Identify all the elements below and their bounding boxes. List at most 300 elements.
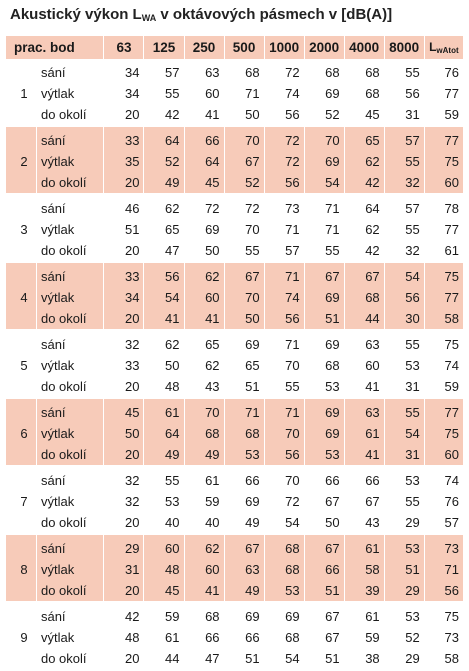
total-value: 74: [424, 355, 463, 376]
band-value: 61: [344, 602, 384, 627]
band-value: 62: [344, 219, 384, 240]
band-value: 29: [384, 512, 424, 534]
band-value: 34: [104, 83, 144, 104]
point-number: [6, 534, 36, 559]
band-value: 53: [304, 444, 344, 466]
band-value: 71: [224, 83, 264, 104]
band-value: 50: [184, 240, 224, 262]
band-value: 53: [224, 444, 264, 466]
point-number: 1: [6, 83, 36, 104]
total-value: 73: [424, 534, 463, 559]
total-value: 71: [424, 559, 463, 580]
band-value: 51: [104, 219, 144, 240]
title-suffix: v oktávových pásmech v [dB(A)]: [156, 6, 393, 23]
total-value: 78: [424, 194, 463, 219]
band-value: 71: [264, 262, 304, 287]
band-value: 52: [224, 172, 264, 194]
header-band: 63: [104, 36, 144, 59]
band-value: 29: [104, 534, 144, 559]
total-value: 76: [424, 491, 463, 512]
band-value: 51: [224, 648, 264, 670]
band-value: 70: [264, 423, 304, 444]
total-value: 74: [424, 466, 463, 491]
band-value: 42: [104, 602, 144, 627]
header-row: [6, 36, 464, 59]
band-value: 35: [104, 151, 144, 172]
band-value: 53: [384, 534, 424, 559]
band-value: 52: [304, 104, 344, 126]
table-row: [6, 126, 464, 151]
row-label: sání: [36, 330, 103, 355]
total-value: 75: [424, 151, 463, 172]
band-value: 20: [104, 512, 144, 534]
band-value: 55: [144, 466, 184, 491]
band-value: 66: [304, 559, 344, 580]
band-value: 55: [384, 330, 424, 355]
band-value: 67: [224, 534, 264, 559]
band-value: 70: [224, 126, 264, 151]
row-label: výtlak: [36, 151, 103, 172]
total-value: 57: [424, 512, 463, 534]
band-value: 44: [344, 308, 384, 330]
row-label: výtlak: [36, 559, 103, 580]
row-label: sání: [36, 59, 103, 83]
point-number: [6, 126, 36, 151]
band-value: 56: [264, 104, 304, 126]
band-value: 56: [264, 308, 304, 330]
band-value: 72: [264, 151, 304, 172]
row-label: výtlak: [36, 355, 103, 376]
band-value: 51: [304, 308, 344, 330]
table-row: [6, 151, 464, 172]
band-value: 69: [184, 219, 224, 240]
band-value: 69: [224, 491, 264, 512]
band-value: 42: [344, 172, 384, 194]
band-value: 32: [384, 172, 424, 194]
band-value: 70: [224, 219, 264, 240]
band-value: 47: [144, 240, 184, 262]
band-value: 41: [344, 444, 384, 466]
table-row: [6, 355, 464, 376]
band-value: 53: [384, 602, 424, 627]
row-label: do okolí: [36, 376, 103, 398]
row-label: do okolí: [36, 444, 103, 466]
band-value: 59: [184, 491, 224, 512]
band-value: 67: [304, 491, 344, 512]
band-value: 60: [184, 83, 224, 104]
band-value: 51: [384, 559, 424, 580]
band-value: 45: [104, 398, 144, 423]
row-label: výtlak: [36, 491, 103, 512]
band-value: 40: [144, 512, 184, 534]
point-number: [6, 308, 36, 330]
band-value: 50: [224, 308, 264, 330]
band-value: 69: [224, 330, 264, 355]
row-label: do okolí: [36, 240, 103, 262]
table-row: [6, 602, 464, 627]
band-value: 31: [384, 444, 424, 466]
band-value: 42: [144, 104, 184, 126]
band-value: 55: [264, 376, 304, 398]
band-value: 55: [304, 240, 344, 262]
row-label: sání: [36, 262, 103, 287]
table-row: [6, 194, 464, 219]
band-value: 55: [224, 240, 264, 262]
band-value: 52: [384, 627, 424, 648]
band-value: 73: [264, 194, 304, 219]
band-value: 68: [184, 423, 224, 444]
total-value: 59: [424, 104, 463, 126]
band-value: 59: [144, 602, 184, 627]
table-row: [6, 512, 464, 534]
header-band: 4000: [344, 36, 384, 59]
band-value: 62: [184, 534, 224, 559]
band-value: 32: [104, 491, 144, 512]
point-number: 7: [6, 491, 36, 512]
point-number: 5: [6, 355, 36, 376]
band-value: 68: [224, 59, 264, 83]
point-number: [6, 648, 36, 670]
band-value: 67: [224, 262, 264, 287]
band-value: 56: [264, 172, 304, 194]
band-value: 68: [264, 559, 304, 580]
band-value: 62: [144, 194, 184, 219]
point-number: 6: [6, 423, 36, 444]
band-value: 68: [304, 355, 344, 376]
row-label: do okolí: [36, 580, 103, 602]
total-value: 60: [424, 172, 463, 194]
band-value: 41: [144, 308, 184, 330]
band-value: 67: [304, 262, 344, 287]
point-number: [6, 240, 36, 262]
band-value: 60: [144, 534, 184, 559]
band-value: 33: [104, 355, 144, 376]
table-row: [6, 423, 464, 444]
total-value: 60: [424, 444, 463, 466]
total-value: 77: [424, 83, 463, 104]
band-value: 70: [224, 287, 264, 308]
band-value: 20: [104, 172, 144, 194]
point-number: 8: [6, 559, 36, 580]
band-value: 69: [224, 602, 264, 627]
row-label: sání: [36, 194, 103, 219]
band-value: 61: [144, 398, 184, 423]
header-band: 250: [184, 36, 224, 59]
total-value: 58: [424, 308, 463, 330]
table-row: [6, 219, 464, 240]
band-value: 53: [304, 376, 344, 398]
band-value: 56: [384, 83, 424, 104]
band-value: 32: [104, 466, 144, 491]
band-value: 45: [144, 580, 184, 602]
band-value: 20: [104, 308, 144, 330]
band-value: 57: [384, 126, 424, 151]
band-value: 71: [224, 398, 264, 423]
table-row: [6, 398, 464, 423]
band-value: 42: [344, 240, 384, 262]
band-value: 71: [264, 219, 304, 240]
row-label: sání: [36, 534, 103, 559]
band-value: 71: [304, 219, 344, 240]
band-value: 20: [104, 648, 144, 670]
total-value: 77: [424, 126, 463, 151]
band-value: 20: [104, 240, 144, 262]
band-value: 69: [304, 423, 344, 444]
band-value: 67: [304, 627, 344, 648]
band-value: 56: [144, 262, 184, 287]
table-row: [6, 466, 464, 491]
row-label: sání: [36, 126, 103, 151]
table-row: [6, 59, 464, 83]
band-value: 33: [104, 262, 144, 287]
band-value: 41: [184, 308, 224, 330]
band-value: 49: [224, 512, 264, 534]
band-value: 39: [344, 580, 384, 602]
band-value: 31: [384, 104, 424, 126]
total-value: 76: [424, 59, 463, 83]
band-value: 61: [344, 423, 384, 444]
band-value: 68: [184, 602, 224, 627]
band-value: 50: [144, 355, 184, 376]
table-row: [6, 648, 464, 670]
band-value: 69: [304, 398, 344, 423]
band-value: 63: [184, 59, 224, 83]
band-value: 62: [184, 355, 224, 376]
table-row: [6, 491, 464, 512]
band-value: 72: [264, 59, 304, 83]
total-value: 75: [424, 262, 463, 287]
band-value: 63: [224, 559, 264, 580]
row-label: sání: [36, 602, 103, 627]
band-value: 60: [184, 559, 224, 580]
band-value: 49: [144, 444, 184, 466]
total-value: 75: [424, 602, 463, 627]
band-value: 40: [184, 512, 224, 534]
band-value: 70: [304, 126, 344, 151]
band-value: 72: [224, 194, 264, 219]
band-value: 20: [104, 104, 144, 126]
band-value: 20: [104, 580, 144, 602]
header-band: 500: [224, 36, 264, 59]
band-value: 56: [384, 287, 424, 308]
band-value: 46: [104, 194, 144, 219]
table-row: [6, 83, 464, 104]
band-value: 54: [144, 287, 184, 308]
header-band: 8000: [384, 36, 424, 59]
point-number: [6, 194, 36, 219]
table-row: [6, 104, 464, 126]
band-value: 63: [344, 398, 384, 423]
band-value: 67: [304, 602, 344, 627]
row-label: do okolí: [36, 512, 103, 534]
band-value: 68: [344, 287, 384, 308]
band-value: 66: [224, 466, 264, 491]
band-value: 68: [344, 59, 384, 83]
band-value: 45: [344, 104, 384, 126]
band-value: 48: [104, 627, 144, 648]
band-value: 55: [144, 83, 184, 104]
band-value: 69: [264, 602, 304, 627]
band-value: 41: [344, 376, 384, 398]
band-value: 53: [384, 466, 424, 491]
band-value: 74: [264, 287, 304, 308]
band-value: 55: [384, 219, 424, 240]
total-value: 77: [424, 287, 463, 308]
header-band: 1000: [264, 36, 304, 59]
band-value: 69: [304, 83, 344, 104]
header-band: 2000: [304, 36, 344, 59]
total-value: 59: [424, 376, 463, 398]
title-subscript: WA: [141, 13, 157, 23]
point-number: [6, 580, 36, 602]
band-value: 69: [304, 287, 344, 308]
point-number: 3: [6, 219, 36, 240]
point-number: [6, 602, 36, 627]
band-value: 41: [184, 580, 224, 602]
total-value: 61: [424, 240, 463, 262]
table-row: [6, 330, 464, 355]
band-value: 31: [384, 376, 424, 398]
row-label: sání: [36, 466, 103, 491]
band-value: 61: [344, 534, 384, 559]
band-value: 65: [184, 330, 224, 355]
band-value: 54: [384, 262, 424, 287]
band-value: 29: [384, 648, 424, 670]
table-row: [6, 262, 464, 287]
band-value: 61: [144, 627, 184, 648]
point-number: 2: [6, 151, 36, 172]
row-label: výtlak: [36, 423, 103, 444]
row-label: sání: [36, 398, 103, 423]
band-value: 51: [304, 580, 344, 602]
band-value: 34: [104, 287, 144, 308]
band-value: 65: [144, 219, 184, 240]
row-label: výtlak: [36, 83, 103, 104]
band-value: 58: [344, 559, 384, 580]
band-value: 63: [344, 330, 384, 355]
table-row: [6, 308, 464, 330]
band-value: 34: [104, 59, 144, 83]
band-value: 54: [264, 512, 304, 534]
band-value: 62: [184, 262, 224, 287]
band-value: 45: [184, 172, 224, 194]
table-row: [6, 172, 464, 194]
band-value: 60: [184, 287, 224, 308]
band-value: 59: [344, 627, 384, 648]
band-value: 50: [224, 104, 264, 126]
row-label: do okolí: [36, 104, 103, 126]
header-band: 125: [144, 36, 184, 59]
table-row: [6, 627, 464, 648]
band-value: 55: [384, 59, 424, 83]
band-value: 60: [344, 355, 384, 376]
band-value: 38: [344, 648, 384, 670]
acoustic-power-table: [6, 36, 464, 671]
total-value: 77: [424, 398, 463, 423]
band-value: 67: [304, 534, 344, 559]
band-value: 72: [264, 491, 304, 512]
band-value: 64: [144, 423, 184, 444]
band-value: 66: [224, 627, 264, 648]
band-value: 29: [384, 580, 424, 602]
band-value: 68: [344, 83, 384, 104]
band-value: 51: [224, 376, 264, 398]
band-value: 50: [304, 512, 344, 534]
point-number: [6, 104, 36, 126]
band-value: 67: [224, 151, 264, 172]
table-row: [6, 240, 464, 262]
band-value: 61: [184, 466, 224, 491]
table-body: [6, 59, 464, 670]
band-value: 48: [144, 376, 184, 398]
point-number: [6, 59, 36, 83]
band-value: 33: [104, 126, 144, 151]
band-value: 32: [384, 240, 424, 262]
band-value: 55: [384, 398, 424, 423]
band-value: 41: [184, 104, 224, 126]
row-label: výtlak: [36, 219, 103, 240]
row-label: výtlak: [36, 287, 103, 308]
band-value: 57: [384, 194, 424, 219]
band-value: 53: [384, 355, 424, 376]
band-value: 20: [104, 444, 144, 466]
band-value: 47: [184, 648, 224, 670]
band-value: 64: [144, 126, 184, 151]
band-value: 62: [344, 151, 384, 172]
table-row: [6, 580, 464, 602]
table-row: [6, 534, 464, 559]
band-value: 64: [184, 151, 224, 172]
band-value: 57: [144, 59, 184, 83]
band-value: 68: [264, 627, 304, 648]
band-value: 20: [104, 376, 144, 398]
band-value: 44: [144, 648, 184, 670]
row-label: výtlak: [36, 627, 103, 648]
band-value: 71: [264, 330, 304, 355]
point-number: [6, 172, 36, 194]
band-value: 43: [184, 376, 224, 398]
total-value: 56: [424, 580, 463, 602]
band-value: 74: [264, 83, 304, 104]
total-value: 75: [424, 330, 463, 355]
band-value: 52: [144, 151, 184, 172]
band-value: 50: [104, 423, 144, 444]
band-value: 49: [224, 580, 264, 602]
header-total: $L_{wAtot}$: [424, 36, 463, 59]
point-number: [6, 398, 36, 423]
band-value: 55: [384, 491, 424, 512]
band-value: 64: [344, 194, 384, 219]
band-value: 48: [144, 559, 184, 580]
band-value: 54: [264, 648, 304, 670]
band-value: 54: [304, 172, 344, 194]
band-value: 65: [224, 355, 264, 376]
header-point: prac. bod: [6, 36, 104, 59]
point-number: [6, 512, 36, 534]
total-value: 73: [424, 627, 463, 648]
band-value: 53: [264, 580, 304, 602]
band-value: 55: [384, 151, 424, 172]
band-value: 49: [184, 444, 224, 466]
band-value: 43: [344, 512, 384, 534]
point-number: [6, 262, 36, 287]
point-number: [6, 466, 36, 491]
band-value: 62: [144, 330, 184, 355]
title-prefix: Akustický výkon L: [10, 6, 142, 23]
point-number: [6, 330, 36, 355]
band-value: 51: [304, 648, 344, 670]
table-row: [6, 559, 464, 580]
